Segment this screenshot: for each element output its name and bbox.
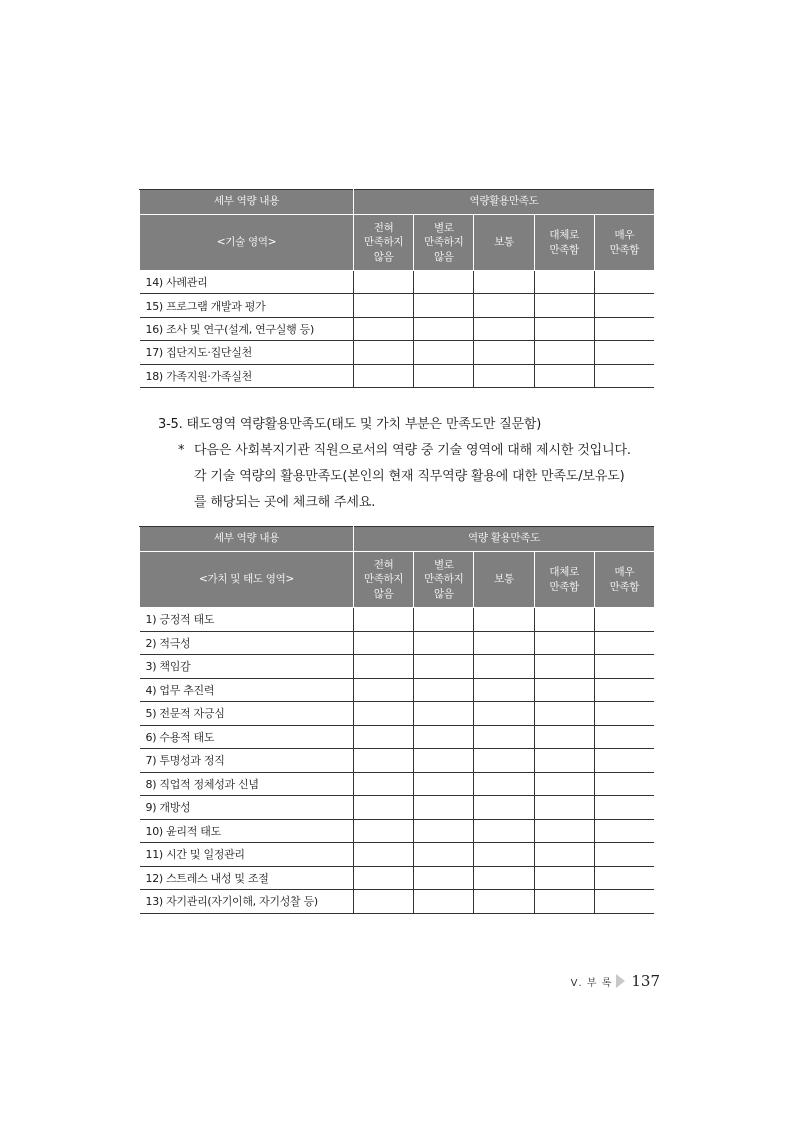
skill-satisfaction-table: [139, 189, 655, 388]
rating-cell[interactable]: [534, 294, 594, 317]
scale-label-line: 않음: [373, 587, 394, 600]
rating-cell[interactable]: [354, 294, 414, 317]
attitude-satisfaction-table: [139, 526, 655, 914]
scale-very: [594, 552, 654, 608]
rating-cell[interactable]: [534, 890, 594, 914]
rating-cell[interactable]: [474, 772, 534, 796]
scale-label-line: 별로: [433, 222, 454, 235]
rating-cell[interactable]: [414, 341, 474, 364]
scale-label-line: 전혀: [373, 222, 394, 235]
rating-cell[interactable]: [354, 317, 414, 340]
header-item: 세부 역량 내용: [140, 527, 354, 552]
rating-cell[interactable]: [414, 364, 474, 387]
rating-cell[interactable]: [414, 678, 474, 702]
rating-cell[interactable]: [594, 608, 654, 632]
scale-label-line: 만족하지: [424, 236, 464, 249]
item-label: 14) 사례관리: [140, 271, 354, 294]
rating-cell[interactable]: [414, 843, 474, 867]
scale-label-line: 매우: [614, 229, 635, 242]
rating-cell[interactable]: [474, 317, 534, 340]
rating-cell[interactable]: [534, 317, 594, 340]
table-row: [140, 631, 655, 655]
section-heading: 3-5. 태도영역 역량활용만족도(태도 및 가치 부분은 만족도만 질문함): [158, 417, 542, 432]
item-label: 8) 직업적 정체성과 신념: [140, 772, 354, 796]
header-rating: 역량 활용만족도: [354, 527, 655, 552]
table-row: [140, 890, 655, 914]
rating-cell[interactable]: [594, 796, 654, 820]
rating-cell[interactable]: [474, 341, 534, 364]
rating-cell[interactable]: [474, 866, 534, 890]
scale-not-at-all: [354, 215, 414, 271]
rating-cell[interactable]: [594, 678, 654, 702]
rating-cell[interactable]: [414, 271, 474, 294]
rating-cell[interactable]: [474, 725, 534, 749]
rating-cell[interactable]: [474, 796, 534, 820]
header-category: <기술 영역>: [140, 215, 354, 271]
scale-label-line: 만족함: [549, 580, 579, 593]
rating-cell[interactable]: [354, 341, 414, 364]
rating-cell[interactable]: [534, 702, 594, 726]
rating-cell[interactable]: [594, 294, 654, 317]
rating-cell[interactable]: [354, 678, 414, 702]
rating-cell[interactable]: [534, 843, 594, 867]
item-label: 18) 가족지원·가족실천: [140, 364, 354, 387]
rating-cell[interactable]: [594, 866, 654, 890]
item-label: 16) 조사 및 연구(설계, 연구실행 등): [140, 317, 354, 340]
rating-cell[interactable]: [534, 725, 594, 749]
rating-cell[interactable]: [594, 631, 654, 655]
rating-cell[interactable]: [474, 631, 534, 655]
note-line-3: 를 해당되는 곳에 체크해 주세요.: [194, 495, 376, 510]
rating-cell[interactable]: [354, 749, 414, 773]
instruction-note: [178, 438, 658, 516]
rating-cell[interactable]: [474, 843, 534, 867]
scale-label-line: 별로: [433, 559, 454, 572]
table-row: [140, 608, 655, 632]
scale-label-line: 보통: [494, 236, 514, 249]
item-label: 5) 전문적 자긍심: [140, 702, 354, 726]
footer-section: Ⅴ. 부 록: [570, 977, 613, 989]
rating-cell[interactable]: [474, 608, 534, 632]
table-row: [140, 294, 655, 317]
table-row: [140, 341, 655, 364]
rating-cell[interactable]: [534, 364, 594, 387]
rating-cell[interactable]: [354, 796, 414, 820]
item-label: 3) 책임감: [140, 655, 354, 679]
item-label: 12) 스트레스 내성 및 조절: [140, 866, 354, 890]
table-row: [140, 819, 655, 843]
scale-neutral: [474, 215, 534, 271]
rating-cell[interactable]: [414, 608, 474, 632]
rating-cell[interactable]: [414, 866, 474, 890]
table-row: [140, 843, 655, 867]
item-label: 10) 윤리적 태도: [140, 819, 354, 843]
rating-cell[interactable]: [534, 866, 594, 890]
header-category: <가치 및 태도 영역>: [140, 552, 354, 608]
rating-cell[interactable]: [414, 819, 474, 843]
rating-cell[interactable]: [414, 772, 474, 796]
scale-not-at-all: [354, 552, 414, 608]
item-label: 4) 업무 추진력: [140, 678, 354, 702]
rating-cell[interactable]: [534, 678, 594, 702]
rating-cell[interactable]: [414, 294, 474, 317]
page-footer: [560, 972, 660, 990]
rating-cell[interactable]: [534, 341, 594, 364]
table-row: [140, 796, 655, 820]
rating-cell[interactable]: [474, 678, 534, 702]
rating-cell[interactable]: [594, 655, 654, 679]
table-row: [140, 364, 655, 387]
scale-not-very: [414, 215, 474, 271]
table-row: [140, 655, 655, 679]
rating-cell[interactable]: [534, 655, 594, 679]
rating-cell[interactable]: [474, 271, 534, 294]
rating-cell[interactable]: [534, 772, 594, 796]
item-label: 9) 개방성: [140, 796, 354, 820]
rating-cell[interactable]: [414, 796, 474, 820]
rating-cell[interactable]: [414, 631, 474, 655]
rating-cell[interactable]: [354, 631, 414, 655]
note-mark: *: [178, 443, 185, 458]
rating-cell[interactable]: [594, 890, 654, 914]
scale-label-line: 않음: [433, 587, 454, 600]
rating-cell[interactable]: [594, 341, 654, 364]
scale-label-line: 대체로: [549, 566, 579, 579]
header-rating: 역량활용만족도: [354, 190, 655, 215]
scale-not-very: [414, 552, 474, 608]
rating-cell[interactable]: [354, 271, 414, 294]
scale-very: [594, 215, 654, 271]
header-item: 세부 역량 내용: [140, 190, 354, 215]
scale-mostly: [534, 552, 594, 608]
rating-cell[interactable]: [414, 317, 474, 340]
rating-cell[interactable]: [414, 749, 474, 773]
rating-cell[interactable]: [474, 749, 534, 773]
rating-cell[interactable]: [354, 608, 414, 632]
note-line-1: 다음은 사회복지기관 직원으로서의 역량 중 기술 영역에 대해 제시한 것입니다.: [194, 443, 631, 458]
table-row: [140, 271, 655, 294]
rating-cell[interactable]: [594, 819, 654, 843]
chevron-right-icon: [616, 974, 625, 988]
rating-cell[interactable]: [474, 294, 534, 317]
item-label: 6) 수용적 태도: [140, 725, 354, 749]
scale-label-line: 보통: [494, 573, 514, 586]
rating-cell[interactable]: [474, 702, 534, 726]
item-label: 2) 적극성: [140, 631, 354, 655]
rating-cell[interactable]: [474, 819, 534, 843]
scale-label-line: 전혀: [373, 559, 394, 572]
table-row: [140, 317, 655, 340]
scale-label-line: 만족함: [549, 243, 579, 256]
rating-cell[interactable]: [354, 364, 414, 387]
rating-cell[interactable]: [474, 655, 534, 679]
table-row: [140, 702, 655, 726]
rating-cell[interactable]: [414, 655, 474, 679]
page-number: 137: [631, 972, 660, 990]
rating-cell[interactable]: [354, 890, 414, 914]
rating-cell[interactable]: [594, 271, 654, 294]
scale-label-line: 대체로: [549, 229, 579, 242]
rating-cell[interactable]: [594, 317, 654, 340]
scale-label-line: 매우: [614, 566, 635, 579]
rating-cell[interactable]: [354, 772, 414, 796]
scale-label-line: 만족하지: [363, 573, 404, 586]
scale-label-line: 만족함: [609, 580, 640, 593]
scale-neutral: [474, 552, 534, 608]
rating-cell[interactable]: [534, 271, 594, 294]
rating-cell[interactable]: [594, 843, 654, 867]
rating-cell[interactable]: [534, 608, 594, 632]
scale-label-line: 만족하지: [363, 236, 404, 249]
item-label: 1) 긍정적 태도: [140, 608, 354, 632]
rating-cell[interactable]: [594, 364, 654, 387]
rating-cell[interactable]: [354, 655, 414, 679]
rating-cell[interactable]: [354, 843, 414, 867]
rating-cell[interactable]: [534, 819, 594, 843]
table-row: [140, 749, 655, 773]
scale-mostly: [534, 215, 594, 271]
rating-cell[interactable]: [474, 364, 534, 387]
item-label: 15) 프로그램 개발과 평가: [140, 294, 354, 317]
note-line-2: 각 기술 역량의 활용만족도(본인의 현재 직무역량 활용에 대한 만족도/보유도): [194, 469, 625, 484]
item-label: 7) 투명성과 정직: [140, 749, 354, 773]
scale-label-line: 만족함: [609, 243, 640, 256]
rating-cell[interactable]: [354, 866, 414, 890]
table-row: [140, 866, 655, 890]
rating-cell[interactable]: [534, 631, 594, 655]
table-row: [140, 772, 655, 796]
rating-cell[interactable]: [594, 725, 654, 749]
rating-cell[interactable]: [594, 749, 654, 773]
rating-cell[interactable]: [354, 702, 414, 726]
rating-cell[interactable]: [354, 819, 414, 843]
rating-cell[interactable]: [414, 702, 474, 726]
scale-label-line: 않음: [373, 250, 394, 263]
rating-cell[interactable]: [474, 890, 534, 914]
rating-cell[interactable]: [594, 702, 654, 726]
rating-cell[interactable]: [534, 749, 594, 773]
rating-cell[interactable]: [414, 725, 474, 749]
scale-label-line: 않음: [433, 250, 454, 263]
rating-cell[interactable]: [594, 772, 654, 796]
rating-cell[interactable]: [534, 796, 594, 820]
item-label: 13) 자기관리(자기이해, 자기성찰 등): [140, 890, 354, 914]
item-label: 17) 집단지도·집단실천: [140, 341, 354, 364]
rating-cell[interactable]: [414, 890, 474, 914]
scale-label-line: 만족하지: [424, 573, 464, 586]
item-label: 11) 시간 및 일정관리: [140, 843, 354, 867]
table-row: [140, 725, 655, 749]
table-row: [140, 678, 655, 702]
rating-cell[interactable]: [354, 725, 414, 749]
